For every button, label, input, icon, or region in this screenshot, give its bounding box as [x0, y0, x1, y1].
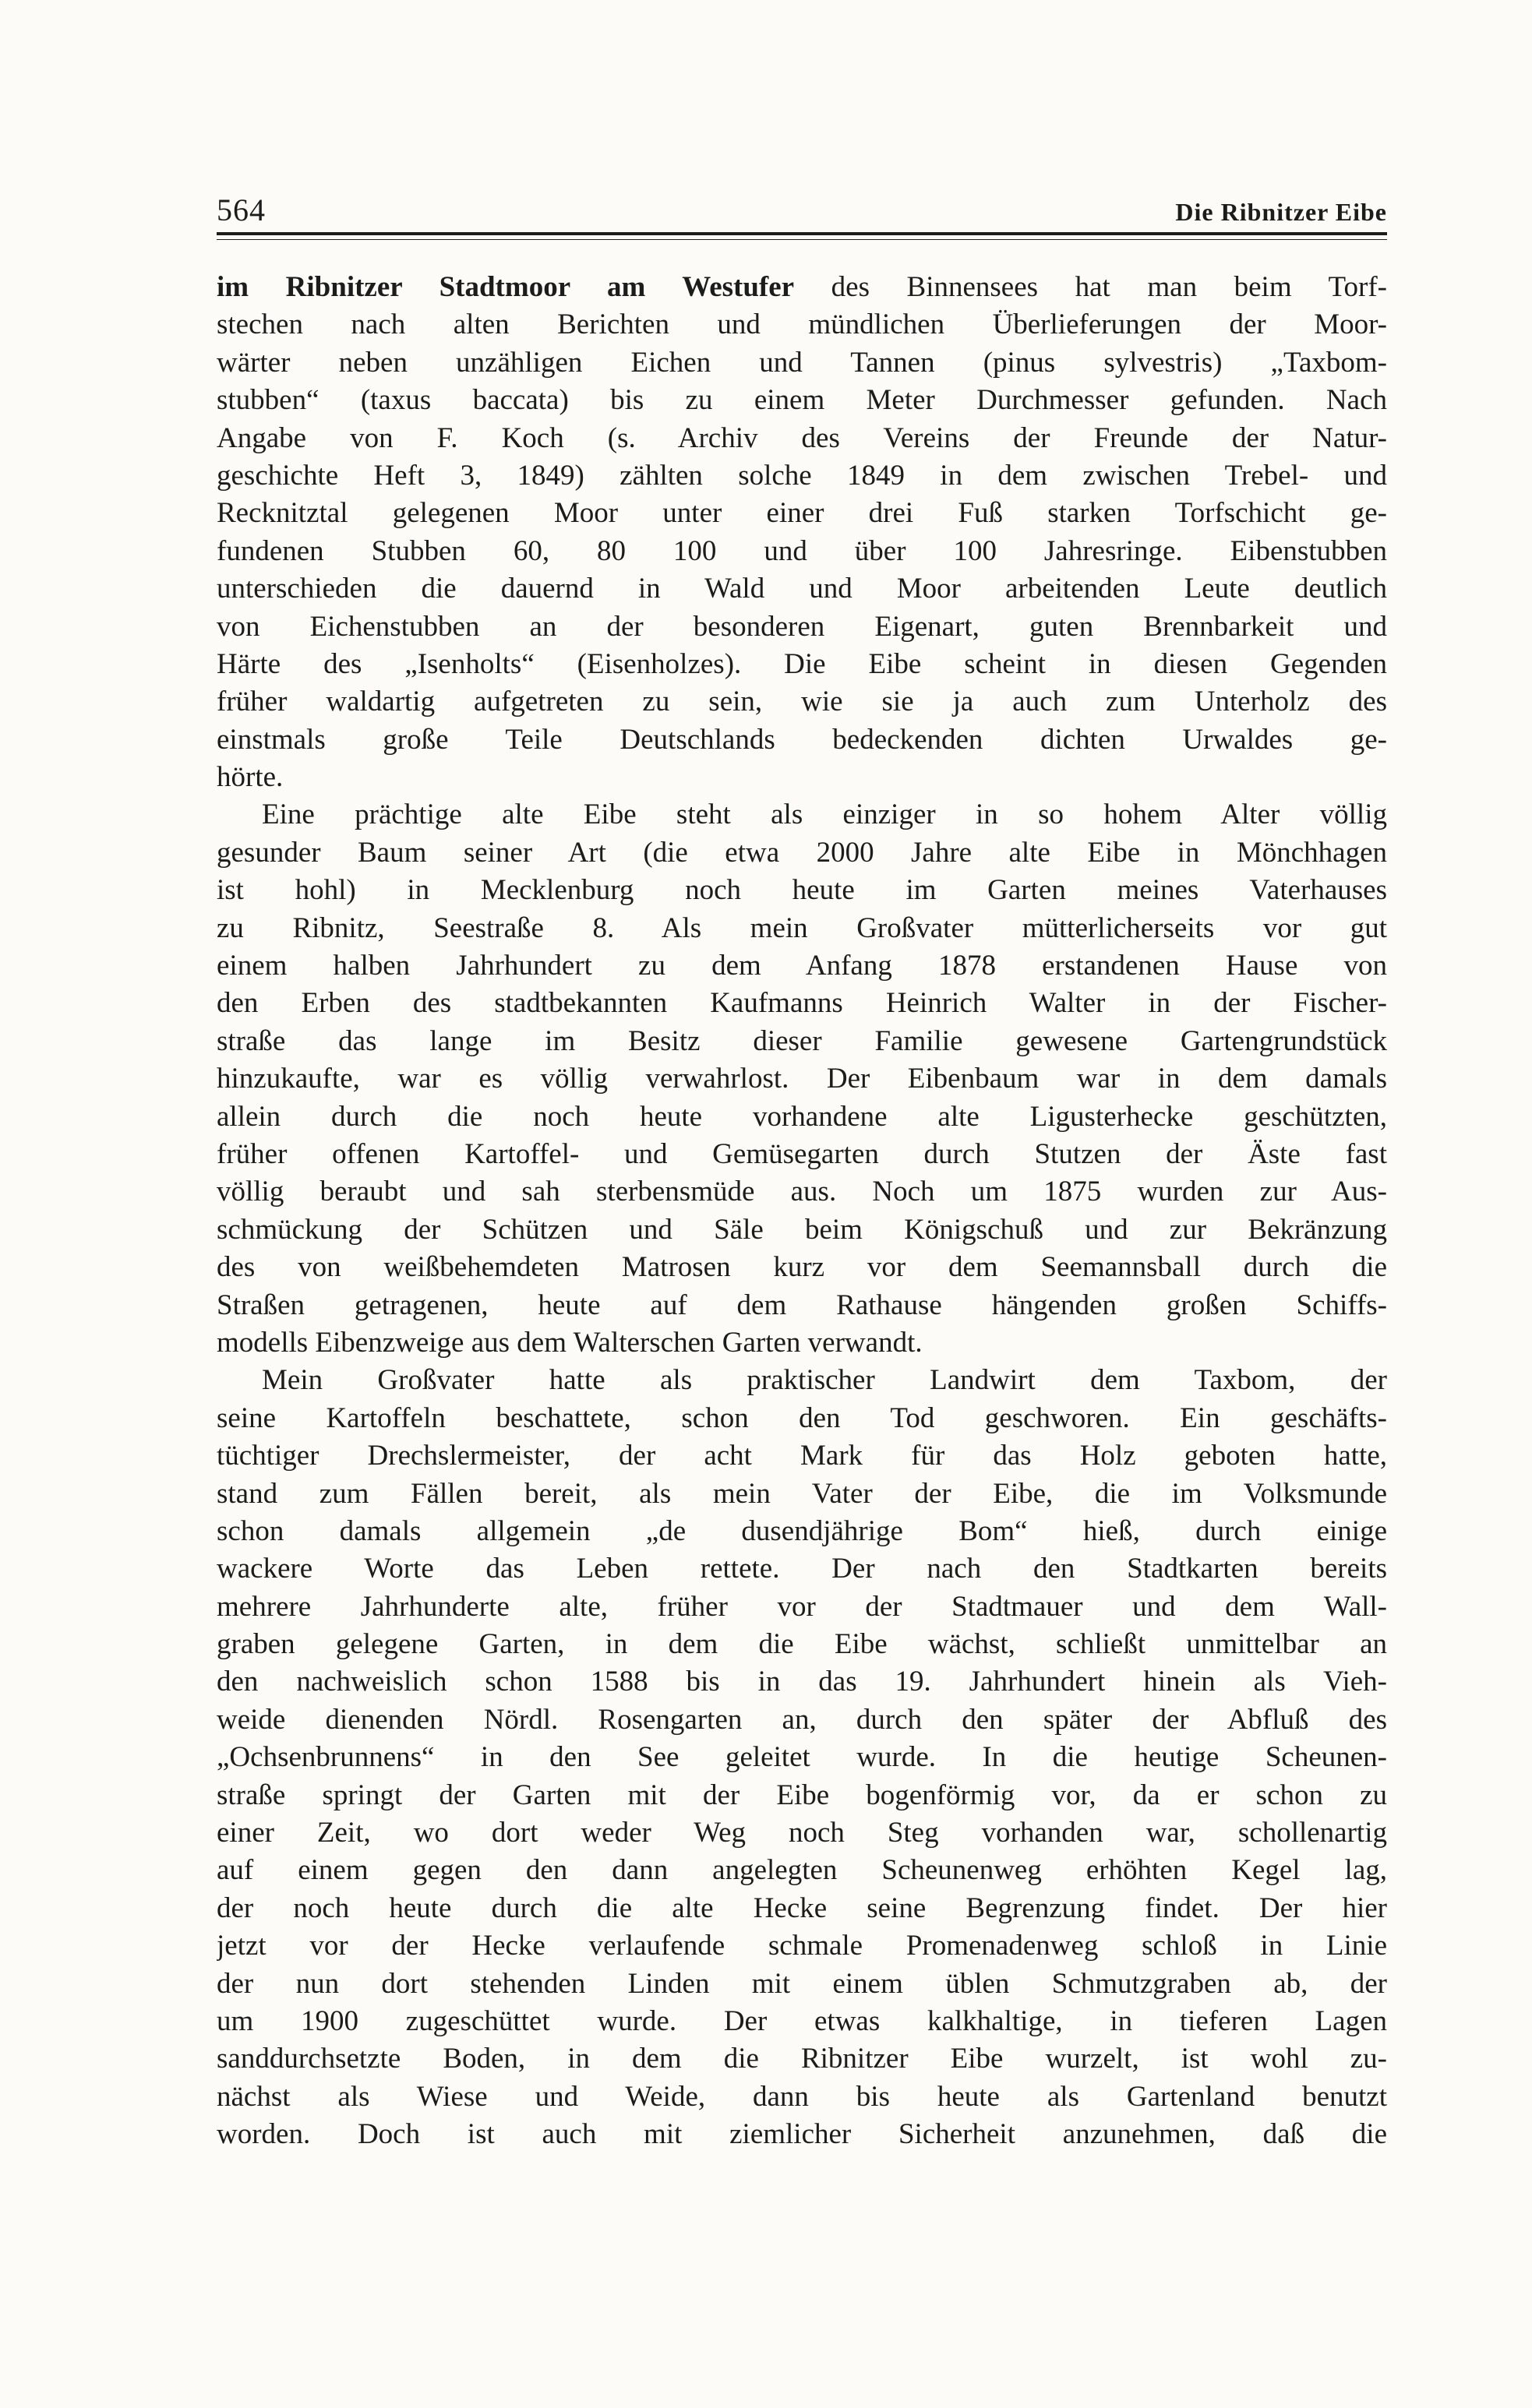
text-line: [217, 1362, 1387, 1399]
text-line: [217, 1136, 1387, 1173]
line-text: fundenen Stubben 60, 80 100 und über 100 Jahresringe. Eibenstubben: [217, 534, 1387, 567]
header-rule-thick: [217, 232, 1387, 235]
text-line: [217, 1927, 1387, 1965]
text-line: [217, 533, 1387, 570]
line-text: gesunder Baum seiner Art (die etwa 2000 Jahre alte Eibe in Mönchhagen: [217, 836, 1387, 869]
line-text: um 1900 zugeschüttet wurde. Der etwas kalkhaltige, in tieferen Lagen: [217, 2004, 1387, 2037]
line-text: Recknitztal gelegenen Moor unter einer drei Fuß starken Torfschicht ge-: [217, 497, 1387, 530]
text-line: [217, 1023, 1387, 1060]
line-text: der noch heute durch die alte Hecke seine Begrenzung findet. Der hier: [217, 1891, 1387, 1924]
text-line: [217, 344, 1387, 382]
text-line: [217, 570, 1387, 608]
line-text: seine Kartoffeln beschattete, schon den Tod geschworen. Ein geschäfts-: [217, 1401, 1387, 1434]
line-text: „Ochsenbrunnens“ in den See geleitet wurde. In die heutige Scheunen-: [217, 1741, 1387, 1774]
text-line: [217, 382, 1387, 419]
line-text: nächst als Wiese und Weide, dann bis heute als Gartenland benutzt: [217, 2080, 1387, 2113]
line-text: stubben“ (taxus baccata) bis zu einem Meter Durchmesser gefunden. Nach: [217, 384, 1387, 417]
line-text: graben gelegene Garten, in dem die Eibe wächst, schließt unmittelbar an: [217, 1628, 1387, 1661]
line-text: hörte.: [217, 761, 284, 794]
body-text: [217, 269, 1387, 2154]
line-text: modells Eibenzweige aus dem Walterschen Garten verwandt.: [217, 1326, 923, 1359]
text-line: [217, 1739, 1387, 1776]
line-text: wärter neben unzähligen Eichen und Tannen (pinus sylvestris) „Taxbom-: [217, 346, 1387, 379]
header-rule-thin: [217, 239, 1387, 240]
text-line: [217, 1966, 1387, 2003]
text-line: [217, 683, 1387, 721]
line-text: sanddurchsetzte Boden, in dem die Ribnitzer Eibe wurzelt, ist wohl zu-: [217, 2043, 1387, 2075]
line-text: Angabe von F. Koch (s. Archiv des Vereins der Freunde der Natur-: [217, 421, 1387, 454]
line-text: einer Zeit, wo dort weder Weg noch Steg vorhanden war, schollenartig: [217, 1817, 1387, 1849]
text-line: [217, 759, 1387, 796]
line-text: des Binnensees hat man beim Torf-: [794, 271, 1387, 303]
line-text: von Eichenstubben an der besonderen Eigenart, guten Brennbarkeit und: [217, 610, 1387, 643]
line-text: weide dienenden Nördl. Rosengarten an, durch den später der Abfluß des: [217, 1703, 1387, 1736]
text-line: [217, 1890, 1387, 1927]
line-text: mehrere Jahrhunderte alte, früher vor der Stadtmauer und dem Wall-: [217, 1590, 1387, 1623]
text-line: [217, 1475, 1387, 1513]
text-line: [217, 608, 1387, 646]
line-text: Härte des „Isenholts“ (Eisenholzes). Die Eibe scheint in diesen Gegenden: [217, 647, 1387, 680]
line-text: allein durch die noch heute vorhandene alte Ligusterhecke geschützten,: [217, 1100, 1387, 1133]
line-text: hinzukaufte, war es völlig verwahrlost. Der Eibenbaum war in dem damals: [217, 1063, 1387, 1095]
text-line: [217, 2078, 1387, 2116]
text-line: [217, 1550, 1387, 1588]
line-text: geschichte Heft 3, 1849) zählten solche 1849 in dem zwischen Trebel- und: [217, 459, 1387, 492]
line-text: schon damals allgemein „de dusendjährige Bom“ hieß, durch einige: [217, 1514, 1387, 1547]
line-text: Eine prächtige alte Eibe steht als einziger in so hohem Alter völlig: [262, 799, 1387, 831]
line-text: worden. Doch ist auch mit ziemlicher Sicherheit anzunehmen, daß die: [217, 2118, 1387, 2151]
line-text: den nachweislich schon 1588 bis in das 19. Jahrhundert hinein als Vieh-: [217, 1666, 1387, 1698]
line-text: zu Ribnitz, Seestraße 8. Als mein Großvater mütterlicherseits vor gut: [217, 911, 1387, 944]
text-line: [217, 1777, 1387, 1814]
text-line: [217, 947, 1387, 985]
line-text: früher waldartig aufgetreten zu sein, wie sie ja auch zum Unterholz des: [217, 686, 1387, 718]
line-text: straße das lange im Besitz dieser Familie gewesene Gartengrundstück: [217, 1024, 1387, 1057]
text-line: [217, 872, 1387, 909]
line-text: früher offenen Kartoffel- und Gemüsegarten durch Stutzen der Äste fast: [217, 1137, 1387, 1170]
line-text: jetzt vor der Hecke verlaufende schmale Promenadenweg schloß in Linie: [217, 1930, 1387, 1962]
line-text: der nun dort stehenden Linden mit einem üblen Schmutzgraben ab, der: [217, 1967, 1387, 2000]
line-text: einstmals große Teile Deutschlands bedeckenden dichten Urwaldes ge-: [217, 723, 1387, 756]
text-line: [217, 910, 1387, 947]
running-head: Die Ribnitzer Eibe: [1175, 198, 1387, 226]
text-line: [217, 2040, 1387, 2078]
text-line: [217, 1324, 1387, 1362]
text-line: [217, 985, 1387, 1022]
text-line: [217, 495, 1387, 532]
text-line: [217, 1098, 1387, 1136]
text-line: [217, 420, 1387, 457]
text-line: [217, 834, 1387, 872]
text-line: [217, 1400, 1387, 1437]
text-line: [217, 1287, 1387, 1324]
text-line: [217, 1663, 1387, 1701]
text-line: [217, 1249, 1387, 1286]
page-number: 564: [217, 192, 266, 227]
line-text: stechen nach alten Berichten und mündlichen Überlieferungen der Moor-: [217, 308, 1387, 341]
page-header: [217, 187, 1387, 226]
text-line: [217, 1060, 1387, 1098]
line-text: einem halben Jahrhundert zu dem Anfang 1878 erstandenen Hause von: [217, 950, 1387, 982]
line-text: ist hohl) in Mecklenburg noch heute im Garten meines Vaterhauses: [217, 874, 1387, 907]
text-line: [217, 1437, 1387, 1475]
text-line: [217, 1588, 1387, 1626]
text-line: [217, 2116, 1387, 2153]
line-text: auf einem gegen den dann angelegten Scheunenweg erhöhten Kegel lag,: [217, 1854, 1387, 1887]
line-text: tüchtiger Drechslermeister, der acht Mark für das Holz geboten hatte,: [217, 1440, 1387, 1472]
text-line: [217, 1852, 1387, 1889]
line-text: schmückung der Schützen und Säle beim Königschuß und zur Bekränzung: [217, 1213, 1387, 1246]
text-line: [217, 1513, 1387, 1550]
text-line: [217, 457, 1387, 495]
line-text: unterschieden die dauernd in Wald und Moor arbeitenden Leute deutlich: [217, 573, 1387, 605]
text-line: [217, 1814, 1387, 1852]
text-line: [217, 1173, 1387, 1211]
text-line: [217, 796, 1387, 834]
line-text: wackere Worte das Leben rettete. Der nach den Stadtkarten bereits: [217, 1553, 1387, 1585]
text-line: [217, 646, 1387, 683]
line-text: Mein Großvater hatte als praktischer Landwirt dem Taxbom, der: [262, 1364, 1387, 1397]
line-text: stand zum Fällen bereit, als mein Vater der Eibe, die im Volksmunde: [217, 1477, 1387, 1510]
text-line: [217, 1211, 1387, 1249]
text-line: [217, 721, 1387, 759]
bold-lead-text: im Ribnitzer Stadtmoor am Westufer: [217, 271, 795, 303]
line-text: Straßen getragenen, heute auf dem Rathause hängenden großen Schiffs-: [217, 1289, 1387, 1321]
line-text: des von weißbehemdeten Matrosen kurz vor dem Seemannsball durch die: [217, 1251, 1387, 1284]
text-line: [217, 2003, 1387, 2040]
line-text: den Erben des stadtbekannten Kaufmanns Heinrich Walter in der Fischer-: [217, 987, 1387, 1020]
text-line: [217, 1701, 1387, 1739]
text-line: [217, 269, 1387, 306]
line-text: völlig beraubt und sah sterbensmüde aus. Noch um 1875 wurden zur Aus-: [217, 1176, 1387, 1208]
text-line: [217, 306, 1387, 344]
text-line: [217, 1626, 1387, 1663]
line-text: straße springt der Garten mit der Eibe bogenförmig vor, da er schon zu: [217, 1779, 1387, 1811]
